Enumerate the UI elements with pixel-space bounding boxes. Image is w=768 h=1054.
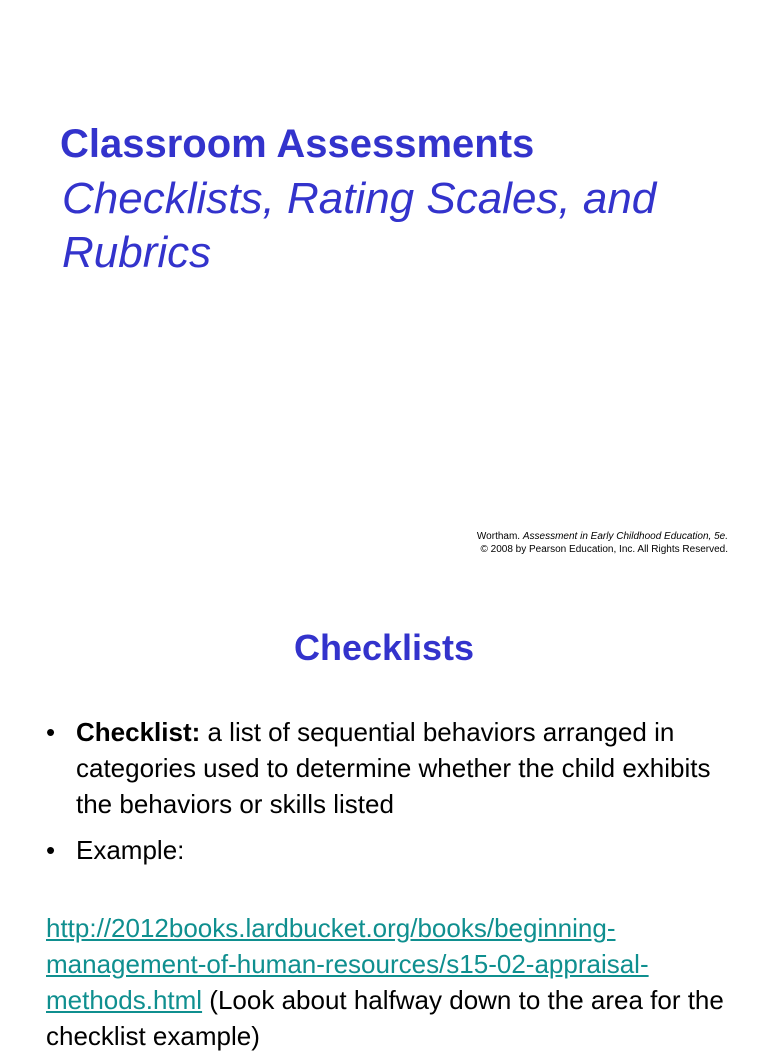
list-item <box>46 832 736 868</box>
definition-term: Checklist: <box>76 717 201 747</box>
bullet-list <box>46 714 736 878</box>
slide-subtitle: Checklists, Rating Scales, and Rubrics <box>62 174 657 277</box>
example-note: (Look about halfway down to the area for the checklist example) <box>46 985 724 1051</box>
example-label: Example: <box>76 835 185 865</box>
definition-text: a list of sequential behaviors arranged in categories used to determine whether the child exhibits the behaviors or skills listed <box>76 717 711 819</box>
bullet-marker: • <box>46 835 56 865</box>
slide-checklists <box>0 582 768 1051</box>
slide-title-heading: Classroom Assessments <box>60 122 535 166</box>
citation <box>477 530 728 556</box>
list-item <box>46 714 736 822</box>
example-link[interactable]: http://2012books.lardbucket.org/books/beginning-management-of-human-resources/s15-02-appraisal-methods.html <box>46 913 649 1015</box>
citation-author: Wortham. <box>476 531 521 542</box>
slide-heading: Checklists <box>293 627 475 668</box>
bullet-marker: • <box>46 717 56 747</box>
citation-copyright: © 2008 by Pearson Education, Inc. All Rights Reserved. <box>480 544 728 555</box>
citation-line-1 <box>477 530 728 543</box>
citation-book: Assessment in Early Childhood Education, 5e. <box>522 531 728 542</box>
example-paragraph <box>46 910 736 1054</box>
